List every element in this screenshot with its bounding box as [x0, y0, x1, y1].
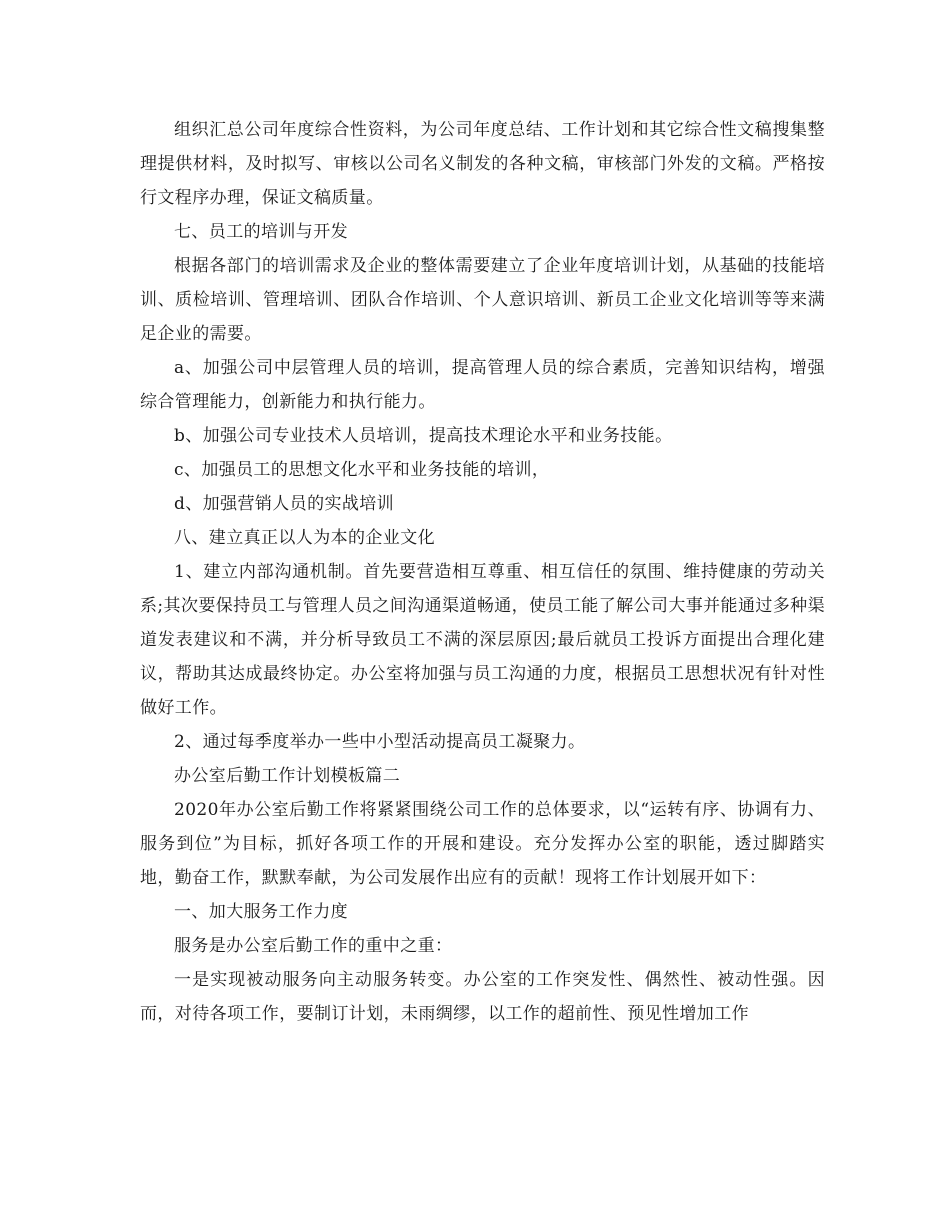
paragraph-service-core: 服务是办公室后勤工作的重中之重：: [174, 936, 453, 956]
list-item-d: d、加强营销人员的实战培训: [174, 494, 395, 514]
section-heading-training: 七、员工的培训与开发: [174, 222, 348, 242]
paragraph-communication: 1、建立内部沟通机制。首先要营造相互尊重、相互信任的氛围、维持健康的劳动关系;其次要保持员工与管理人员之间沟通渠道畅通，使员工能了解公司大事并能通过多种渠道发表建议和不满，并分析导致员工不满的深层原因;最后就员工投诉方面提出合理化建议，帮助其达成最终协定。办公室将加强与员工沟通的力度，根据员工思想状况有针对性做好工作。: [140, 562, 825, 718]
section-heading-service: 一、加大服务工作力度: [174, 902, 348, 922]
section-heading-culture: 八、建立真正以人为本的企业文化: [174, 528, 435, 548]
paragraph-2020-plan: 2020年办公室后勤工作将紧紧围绕公司工作的总体要求，以“运转有序、协调有力、服务到位”为目标，抓好各项工作的开展和建设。充分发挥办公室的职能，透过脚踏实地，勤奋工作，默默奉献，为公司发展作出应有的贡献！现将工作计划展开如下：: [140, 800, 825, 888]
paragraph-training-plan: 根据各部门的培训需求及企业的整体需要建立了企业年度培训计划，从基础的技能培训、质检培训、管理培训、团队合作培训、个人意识培训、新员工企业文化培训等等来满足企业的需要。: [140, 256, 825, 344]
list-item-a: a、加强公司中层管理人员的培训，提高管理人员的综合素质，完善知识结构，增强综合管理能力，创新能力和执行能力。: [140, 358, 825, 412]
list-item-c: c、加强员工的思想文化水平和业务技能的培训，: [174, 460, 550, 480]
subtitle-template-two: 办公室后勤工作计划模板篇二: [174, 766, 401, 786]
paragraph-activities: 2、通过每季度举办一些中小型活动提高员工凝聚力。: [174, 732, 586, 752]
document-page: [140, 113, 825, 1031]
paragraph-proactive-service: 一是实现被动服务向主动服务转变。办公室的工作突发性、偶然性、被动性强。因而，对待各项工作，要制订计划，未雨绸缪，以工作的超前性、预见性增加工作: [140, 970, 825, 1024]
list-item-b: b、加强公司专业技术人员培训，提高技术理论水平和业务技能。: [174, 426, 673, 446]
paragraph-document-compilation: 组织汇总公司年度综合性资料，为公司年度总结、工作计划和其它综合性文稿搜集整理提供材料，及时拟写、审核以公司名义制发的各种文稿，审核部门外发的文稿。严格按行文程序办理，保证文稿质量。: [140, 120, 825, 208]
